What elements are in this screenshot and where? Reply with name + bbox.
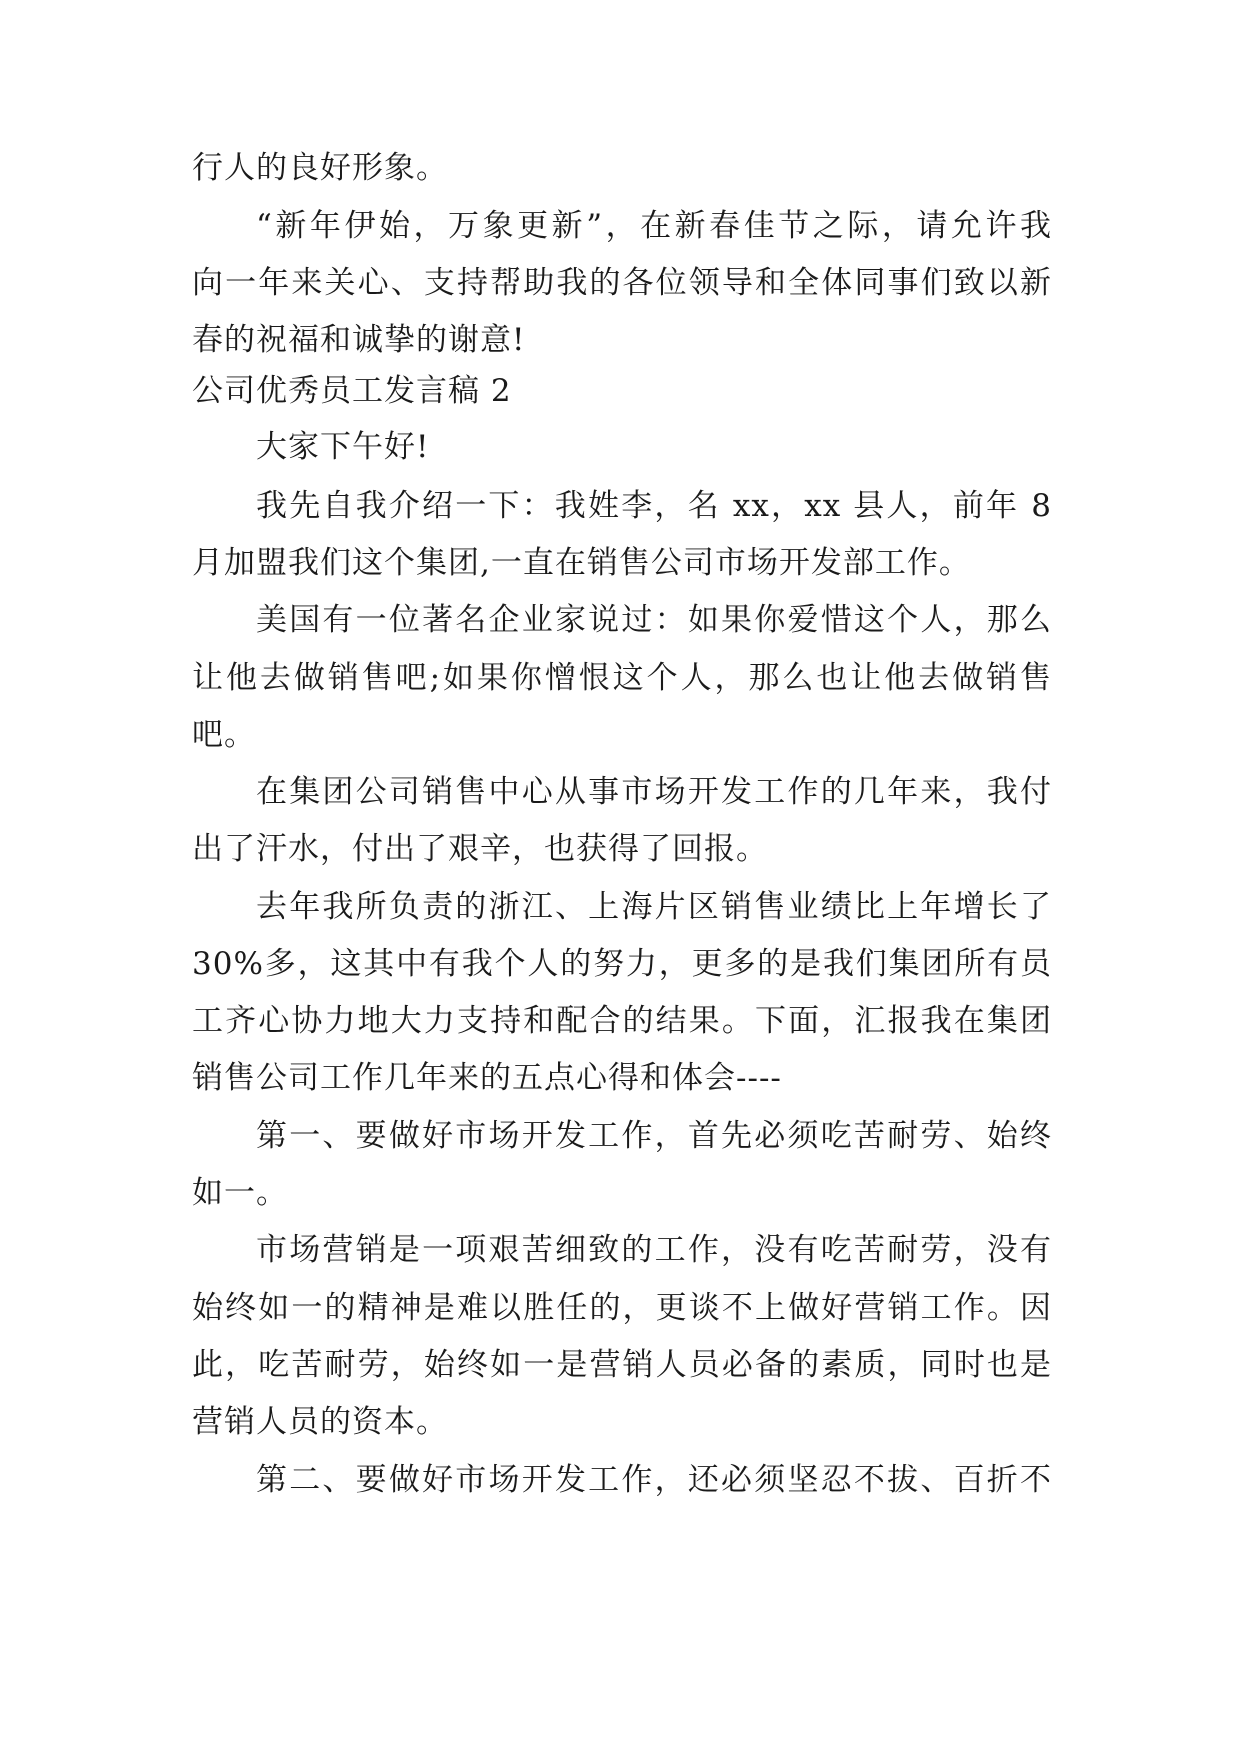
paragraph-first-line: 我先自我介绍一下：我姓李，名 xx，xx 县人，前年 8 bbox=[256, 488, 1052, 524]
text-line: 吧。 bbox=[192, 717, 256, 753]
text-line: 营销人员的资本。 bbox=[192, 1404, 448, 1440]
paragraph-first-line: 第一、要做好市场开发工作，首先必须吃苦耐劳、始终 bbox=[256, 1118, 1052, 1154]
text-line: 月加盟我们这个集团,一直在销售公司市场开发部工作。 bbox=[192, 545, 971, 581]
text-line: 让他去做销售吧;如果你憎恨这个人，那么也让他去做销售 bbox=[192, 660, 1052, 696]
text-line: 出了汗水，付出了艰辛，也获得了回报。 bbox=[192, 831, 768, 867]
text-line: 此，吃苦耐劳，始终如一是营销人员必备的素质，同时也是 bbox=[192, 1347, 1052, 1383]
text-line: 销售公司工作几年来的五点心得和体会---- bbox=[192, 1060, 782, 1096]
text-line: 行人的良好形象。 bbox=[192, 150, 448, 186]
paragraph-first-line: 美国有一位著名企业家说过：如果你爱惜这个人，那么 bbox=[256, 602, 1052, 638]
paragraph-first-line: 在集团公司销售中心从事市场开发工作的几年来，我付 bbox=[256, 774, 1052, 810]
text-line: 始终如一的精神是难以胜任的，更谈不上做好营销工作。因 bbox=[192, 1290, 1052, 1326]
section-heading: 公司优秀员工发言稿 2 bbox=[192, 373, 512, 409]
paragraph-first-line: 第二、要做好市场开发工作，还必须坚忍不拔、百折不 bbox=[256, 1462, 1052, 1498]
paragraph-first-line: “新年伊始，万象更新”，在新春佳节之际，请允许我 bbox=[256, 208, 1052, 244]
text-line: 30%多，这其中有我个人的努力，更多的是我们集团所有员 bbox=[192, 946, 1052, 982]
paragraph-first-line: 市场营销是一项艰苦细致的工作，没有吃苦耐劳，没有 bbox=[256, 1232, 1052, 1268]
text-line: 工齐心协力地大力支持和配合的结果。下面，汇报我在集团 bbox=[192, 1003, 1052, 1039]
paragraph-first-line: 去年我所负责的浙江、上海片区销售业绩比上年增长了 bbox=[256, 889, 1052, 925]
text-line: 春的祝福和诚挚的谢意! bbox=[192, 322, 526, 358]
text-line: 如一。 bbox=[192, 1175, 288, 1211]
greeting-line: 大家下午好! bbox=[256, 429, 430, 465]
text-line: 向一年来关心、支持帮助我的各位领导和全体同事们致以新 bbox=[192, 265, 1052, 301]
